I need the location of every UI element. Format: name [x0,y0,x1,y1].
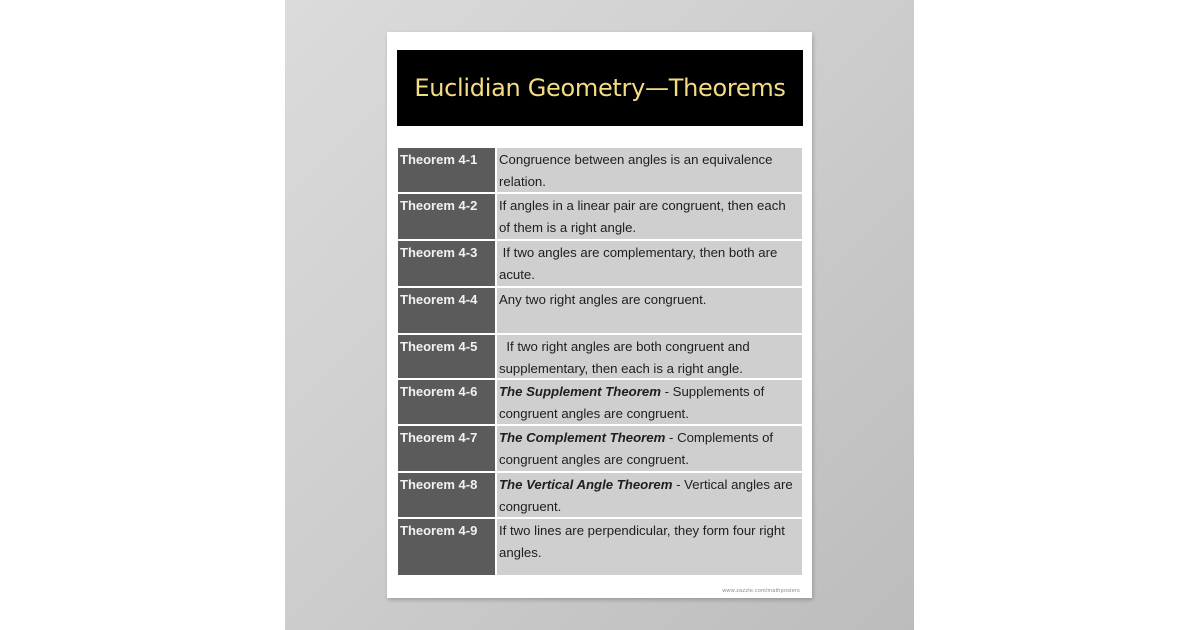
theorem-description [497,335,802,378]
theorem-description [497,288,802,333]
theorem-table [398,148,802,577]
poster [387,32,812,598]
theorem-text: If two angles are complementary, then both are acute. [499,245,781,282]
theorem-separator: - [672,477,685,492]
theorem-row [398,519,802,577]
theorem-row [398,241,802,288]
theorem-row [398,194,802,241]
theorem-description [497,148,802,192]
footer-url: www.zazzle.com/mathposters [722,588,800,594]
theorem-row [398,426,802,473]
theorem-row [398,473,802,519]
theorem-name: The Supplement Theorem [499,384,661,399]
theorem-text: If two lines are perpendicular, they form four right angles. [499,523,789,560]
theorem-name: The Complement Theorem [499,430,666,445]
theorem-separator: - [660,384,673,399]
theorem-separator: - [665,430,678,445]
theorem-row [398,148,802,194]
theorem-label: Theorem 4-5 [398,335,497,378]
theorem-label: Theorem 4-9 [398,519,497,575]
theorem-row [398,288,802,335]
theorem-row [398,335,802,380]
theorem-label: Theorem 4-7 [398,426,497,471]
poster-title: Euclidian Geometry—Theorems [414,74,786,102]
theorem-description [497,519,802,575]
theorem-description [497,241,802,286]
theorem-label: Theorem 4-2 [398,194,497,239]
theorem-label: Theorem 4-8 [398,473,497,517]
theorem-text: Congruence between angles is an equivalence relation. [499,152,777,189]
theorem-description [497,473,802,517]
title-banner [397,50,803,126]
theorem-text: If two right angles are both congruent and supplementary, then each is a right angle. [499,339,754,376]
theorem-text: Any two right angles are congruent. [499,292,707,307]
theorem-label: Theorem 4-6 [398,380,497,424]
theorem-text: Supplements of congruent angles are congruent. [499,384,768,421]
theorem-label: Theorem 4-3 [398,241,497,286]
theorem-label: Theorem 4-1 [398,148,497,192]
theorem-description [497,426,802,471]
theorem-description [497,194,802,239]
theorem-name: The Vertical Angle Theorem [499,477,673,492]
theorem-text: If angles in a linear pair are congruent, then each of them is a right angle. [499,198,790,235]
theorem-text: Complements of congruent angles are congruent. [499,430,777,467]
theorem-text: Vertical angles are congruent. [499,477,797,514]
theorem-label: Theorem 4-4 [398,288,497,333]
theorem-row [398,380,802,426]
theorem-description [497,380,802,424]
